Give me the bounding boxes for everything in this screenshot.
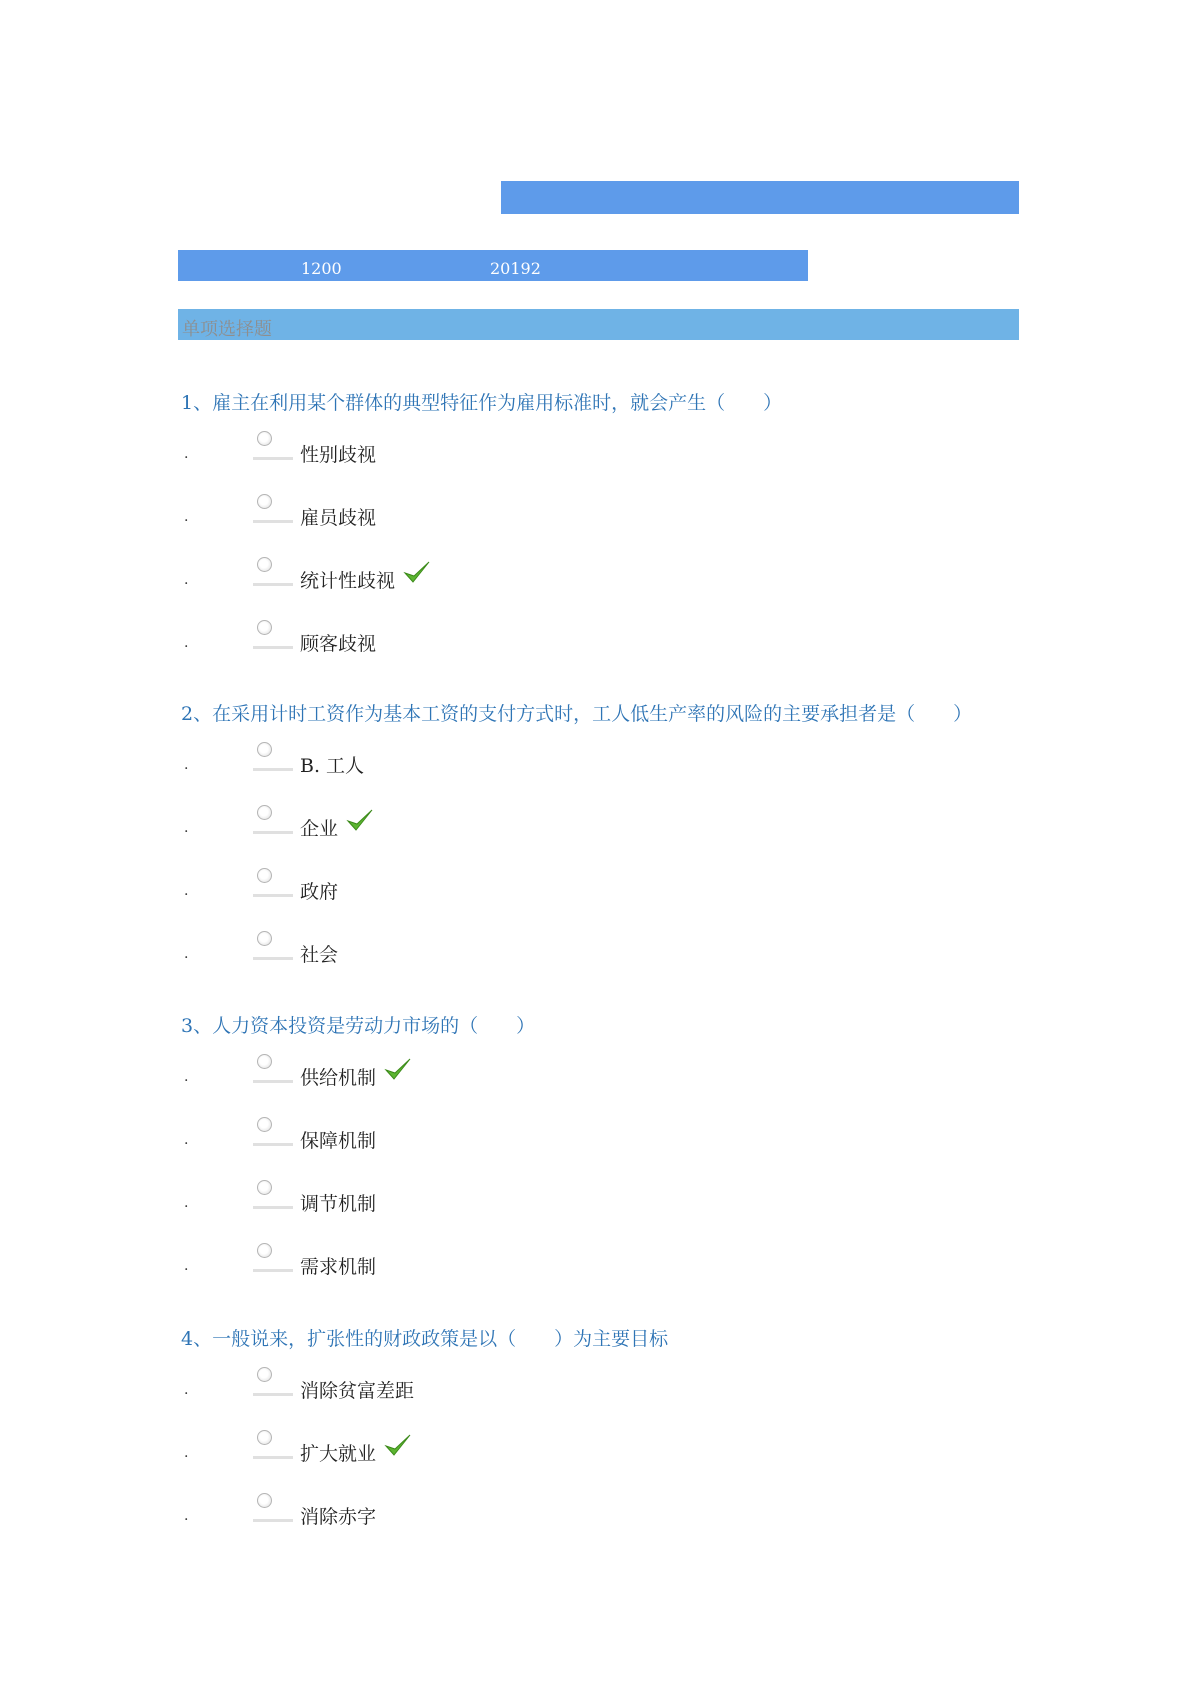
option-row[interactable] (0, 1053, 1191, 1097)
radio-underline (253, 768, 293, 771)
option-row[interactable] (0, 1242, 1191, 1286)
radio-button-icon[interactable] (257, 742, 272, 757)
option-row[interactable] (0, 930, 1191, 974)
radio-button-icon[interactable] (257, 1367, 272, 1382)
check-mark-icon (346, 808, 374, 834)
radio-button-icon[interactable] (257, 1430, 272, 1445)
option-label: 扩大就业 (300, 1443, 377, 1465)
option-label: 供给机制 (300, 1067, 377, 1089)
check-mark-icon (384, 1057, 412, 1083)
question-text: 3、人力资本投资是劳动力市场的（ ） (181, 1015, 536, 1037)
option-bullet: . (184, 1195, 189, 1211)
radio-button-icon[interactable] (257, 931, 272, 946)
radio-button-icon[interactable] (257, 557, 272, 572)
option-row[interactable] (0, 1492, 1191, 1536)
radio-button[interactable] (253, 493, 295, 523)
option-label: 性别歧视 (300, 444, 377, 466)
option-bullet: . (184, 635, 189, 651)
section-header (178, 309, 1019, 340)
radio-button[interactable] (253, 1053, 295, 1083)
radio-underline (253, 646, 293, 649)
section-title: 单项选择题 (182, 319, 272, 340)
option-label: 顾客歧视 (300, 633, 377, 655)
info-bar (178, 250, 808, 281)
option-bullet: . (184, 883, 189, 899)
radio-button[interactable] (253, 556, 295, 586)
option-row[interactable] (0, 1116, 1191, 1160)
option-row[interactable] (0, 493, 1191, 537)
radio-button-icon[interactable] (257, 1493, 272, 1508)
option-bullet: . (184, 1382, 189, 1398)
radio-button[interactable] (253, 430, 295, 460)
option-label: 政府 (300, 881, 339, 903)
option-row[interactable] (0, 1179, 1191, 1223)
radio-underline (253, 1143, 293, 1146)
title-bar (501, 181, 1019, 214)
option-bullet: . (184, 1258, 189, 1274)
option-label: 保障机制 (300, 1130, 377, 1152)
radio-underline (253, 457, 293, 460)
radio-underline (253, 1080, 293, 1083)
radio-underline (253, 1393, 293, 1396)
option-bullet: . (184, 1508, 189, 1524)
info-field-a: 1200 (301, 259, 342, 278)
radio-button[interactable] (253, 1429, 295, 1459)
radio-button-icon[interactable] (257, 1054, 272, 1069)
option-row[interactable] (0, 1429, 1191, 1473)
option-row[interactable] (0, 619, 1191, 663)
option-label: 企业 (300, 818, 339, 840)
radio-button[interactable] (253, 1116, 295, 1146)
option-row[interactable] (0, 741, 1191, 785)
option-row[interactable] (0, 430, 1191, 474)
radio-button-icon[interactable] (257, 1243, 272, 1258)
radio-button-icon[interactable] (257, 805, 272, 820)
radio-button-icon[interactable] (257, 1117, 272, 1132)
radio-button[interactable] (253, 1179, 295, 1209)
radio-underline (253, 1519, 293, 1522)
option-label: 统计性歧视 (300, 570, 396, 592)
radio-button[interactable] (253, 1366, 295, 1396)
radio-underline (253, 1456, 293, 1459)
check-mark-icon (403, 560, 431, 586)
radio-underline (253, 1206, 293, 1209)
option-row[interactable] (0, 867, 1191, 911)
option-label: 调节机制 (300, 1193, 377, 1215)
radio-button-icon[interactable] (257, 868, 272, 883)
check-mark-icon (384, 1433, 412, 1459)
radio-button[interactable] (253, 1242, 295, 1272)
option-row[interactable] (0, 1366, 1191, 1410)
option-bullet: . (184, 1132, 189, 1148)
option-bullet: . (184, 1069, 189, 1085)
radio-underline (253, 831, 293, 834)
option-row[interactable] (0, 556, 1191, 600)
radio-underline (253, 894, 293, 897)
option-bullet: . (184, 757, 189, 773)
question-text: 1、雇主在利用某个群体的典型特征作为雇用标准时，就会产生（ ） (181, 392, 783, 414)
option-row[interactable] (0, 804, 1191, 848)
option-label: 消除赤字 (300, 1506, 377, 1528)
question-text: 2、在采用计时工资作为基本工资的支付方式时，工人低生产率的风险的主要承担者是（ ） (181, 703, 973, 725)
radio-button[interactable] (253, 1492, 295, 1522)
radio-button-icon[interactable] (257, 431, 272, 446)
radio-underline (253, 1269, 293, 1272)
option-bullet: . (184, 1445, 189, 1461)
option-bullet: . (184, 820, 189, 836)
radio-underline (253, 583, 293, 586)
radio-button-icon[interactable] (257, 1180, 272, 1195)
option-bullet: . (184, 446, 189, 462)
radio-button[interactable] (253, 741, 295, 771)
radio-button[interactable] (253, 867, 295, 897)
option-bullet: . (184, 572, 189, 588)
radio-underline (253, 520, 293, 523)
radio-button-icon[interactable] (257, 494, 272, 509)
question-text: 4、一般说来，扩张性的财政政策是以（ ）为主要目标 (181, 1328, 669, 1350)
radio-button[interactable] (253, 619, 295, 649)
radio-underline (253, 957, 293, 960)
option-bullet: . (184, 509, 189, 525)
radio-button-icon[interactable] (257, 620, 272, 635)
option-label: 社会 (300, 944, 339, 966)
radio-button[interactable] (253, 930, 295, 960)
option-label: 消除贫富差距 (300, 1380, 415, 1402)
option-label: 雇员歧视 (300, 507, 377, 529)
option-label: 需求机制 (300, 1256, 377, 1278)
radio-button[interactable] (253, 804, 295, 834)
option-label: B. 工人 (300, 755, 365, 777)
info-field-b: 20192 (490, 259, 541, 278)
option-bullet: . (184, 946, 189, 962)
